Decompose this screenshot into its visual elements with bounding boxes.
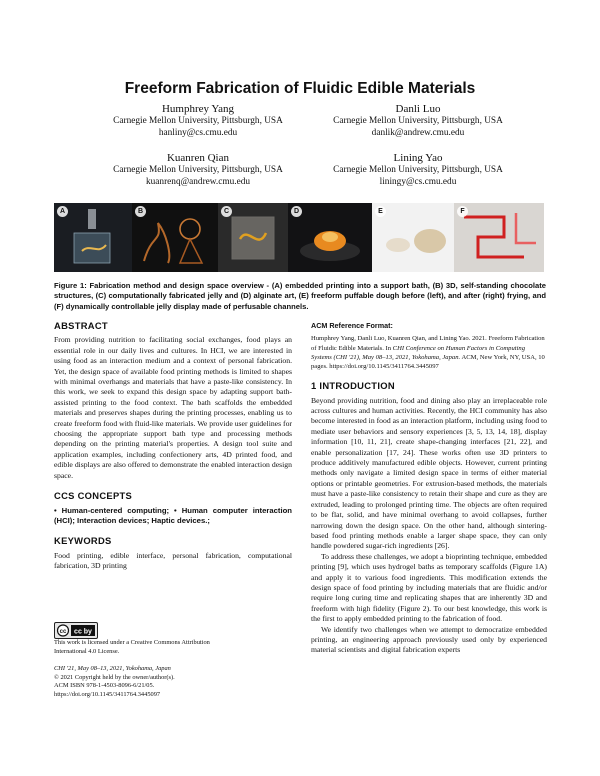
introduction-paragraph-2: To address these challenges, we adopt a bioprinting technique, embedded printing [9], which uses hydrogel baths as temporary scaffolds (Figure 1A) and apply it to various food ingredients. This modification extends the design space of food printing by including materials that are fluidic and/or require long curing time and replicating shapes that are inherently 3D and freeform with high fidelity (Figure 2). To our best knowledge, this work is the first to apply embedded printing to the fabrication of food.: [311, 551, 547, 624]
panel-label: F: [457, 206, 468, 217]
author-email: hanliny@cs.cmu.edu: [158, 127, 238, 138]
author-name: Lining Yao: [393, 152, 443, 164]
copyright-footer: [54, 665, 274, 699]
panel-label: E: [375, 206, 386, 217]
panel-label: D: [291, 206, 302, 217]
acm-reference-text: [311, 334, 547, 371]
svg-text:cc: cc: [59, 629, 67, 635]
figure-panel-f: [454, 203, 544, 272]
panel-label: C: [221, 206, 232, 217]
teaser-figure: [54, 203, 544, 272]
abstract-heading: ABSTRACT: [54, 320, 108, 331]
figure-panel-a: [54, 203, 132, 272]
license-block: [54, 639, 244, 656]
author-email: liningy@cs.cmu.edu: [379, 176, 457, 187]
panel-label: B: [135, 206, 146, 217]
left-column: [54, 321, 292, 572]
figure-panel-e: [372, 203, 454, 272]
cc-badge-text: cc by: [74, 628, 92, 636]
keywords-heading: KEYWORDS: [54, 535, 112, 547]
conference-line: CHI '21, May 08–13, 2021, Yokohama, Japan: [54, 665, 171, 672]
ccs-text: • Human-centered computing; • Human computer interaction (HCI); Interaction devices; Haptic devices.;: [54, 505, 292, 525]
acm-reference-part: Humphrey Yang, Danli Luo, Kuanren Qian, and Lining Yao. 2021. Freeform Fabrication of Fluidic Edible Materials. In: [311, 335, 545, 352]
introduction-paragraph-1: Beyond providing nutrition, food and dining also play an irreplaceable role across cultures and human activities. Recently, the HCI community has also become interested in food as an interaction platform, including using food to mediate user behaviors and sensory experiences [3, 5, 13, 14, 18], display information [10, 11, 21], create shape-changing interfaces [21, 22], and enable personalization [17, 24]. These works often use 3D printers to produce additively manufactured edible objects. However, current printing methods only navigate a limited design space in terms of either material options or printable geometries. For extrusion-based methods, the materials must have a paste-like consistency to retain their shape and cure as they are extruded, leading to prolonged printing time. The objects are often required to be flat, solid, and have minimal overhang to avoid collapses, further narrowing down the design space. On the other hand, although sintering-based food printing methods enable a larger shape space, they can only handle powdered sugar-rich ingredients [26].: [311, 395, 547, 551]
cc-by-icon: [55, 623, 97, 638]
copyright-line: © 2021 Copyright held by the owner/author(s).: [54, 673, 175, 681]
author-name: Kuanren Qian: [166, 152, 229, 164]
author-name: Humphrey Yang: [161, 103, 235, 115]
abstract-text: From providing nutrition to facilitating social exchanges, food plays an essential role in our daily lives and cultures. In HCI, we are interested in using food as an interaction medium and a context of personal fabrication. Yet, the design space of available food printing methods is limited to shapes with minimal overhangs and materials that have a paste-like consistency. In this work, we seek to expand this design space by adapting support bath-assisted printing to the food context. The bath scaffolds the embedded materials and preserves shapes during the printing processes, enabling us to create freeform food with fluid-like materials. We provide user guidelines for choosing the appropriate support bath type and processing methods depending on the printing material's properties. A design tool suite and application examples, including confectionery arts, 4D printed food, and edible displays are also offered to demonstrate the enabled interaction design space.: [54, 335, 292, 480]
author-block: [73, 103, 323, 139]
right-column: [311, 321, 547, 656]
keywords-text: Food printing, edible interface, personal fabrication, computational fabrication, 3D printing: [54, 550, 292, 571]
author-email: danlik@andrew.cmu.edu: [371, 127, 465, 138]
panel-label: A: [57, 206, 68, 217]
introduction-heading: 1 INTRODUCTION: [311, 380, 395, 392]
author-affiliation: Carnegie Mellon University, Pittsburgh, USA: [333, 116, 503, 126]
author-block: [73, 152, 323, 188]
doi-line: https://doi.org/10.1145/3411764.3445097: [54, 690, 161, 698]
figure-panel-d: [288, 203, 372, 272]
author-affiliation: Carnegie Mellon University, Pittsburgh, USA: [113, 116, 283, 126]
license-text: This work is licensed under a Creative Commons Attribution International 4.0 License.: [54, 639, 210, 655]
figure-caption: Figure 1: Fabrication method and design space overview - (A) embedded printing into a support bath, (B) 3D, self-standing chocolate structures, (C) computationally fabricated jelly and (D) alginate art, (E) freeform puffable dough before (left), and after (right) frying, and (F) dynamically controllable jelly display made of perfusable channels.: [54, 281, 546, 311]
isbn-line: ACM ISBN 978-1-4503-8096-6/21/05.: [54, 682, 155, 690]
cc-license-badge: [54, 622, 98, 639]
author-block: [293, 152, 543, 188]
acm-reference-part: ACM, New York, NY, USA, 10 pages. https://doi.org/10.1145/3411764.3445097: [311, 353, 545, 371]
author-email: kuanrenq@andrew.cmu.edu: [146, 176, 250, 187]
figure-panel-c: [218, 203, 288, 272]
introduction-paragraph-3: We identify two challenges when we attempt to democratize embedded printing, an engineering approach previously used only by experienced material scientists and digital fabrication experts: [311, 624, 547, 655]
author-affiliation: Carnegie Mellon University, Pittsburgh, USA: [333, 165, 503, 175]
acm-reference-heading: ACM Reference Format:: [311, 321, 393, 330]
acm-reference-venue: CHI Conference on Human Factors in Computing Systems (CHI '21), May 08–13, 2021, Yokohama, Japan.: [311, 344, 526, 361]
paper-title: Freeform Fabrication of Fluidic Edible Materials: [124, 80, 476, 97]
author-affiliation: Carnegie Mellon University, Pittsburgh, USA: [113, 165, 283, 175]
ccs-heading: CCS CONCEPTS: [54, 490, 133, 502]
author-block: [293, 103, 543, 139]
author-name: Danli Luo: [395, 103, 441, 115]
figure-panel-b: [132, 203, 218, 272]
